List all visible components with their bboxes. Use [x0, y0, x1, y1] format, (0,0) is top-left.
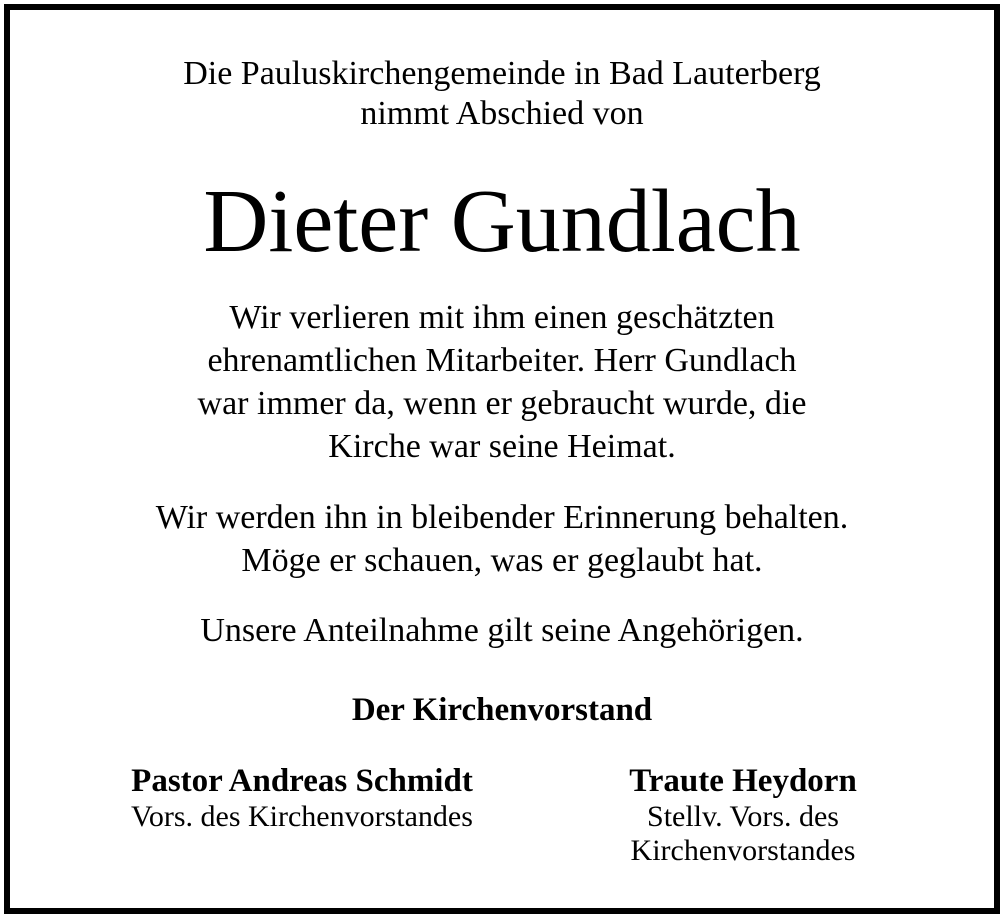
signature-right [578, 762, 908, 868]
intro-line-1: Die Pauluskirchengemeinde in Bad Lauterberg [183, 55, 821, 92]
signer-role-line-2: Kirchenvorstandes [630, 834, 856, 867]
signer-name: Traute Heydorn [629, 763, 857, 799]
deceased-name: Dieter Gundlach [203, 172, 801, 271]
intro-line-2: nimmt Abschied von [360, 95, 644, 132]
tribute-line: ehrenamtlichen Mitarbeiter. Herr Gundlach [207, 342, 797, 379]
obituary-notice [4, 4, 1000, 914]
board-title: Der Kirchenvorstand [351, 692, 653, 728]
memory-line: Möge er schauen, was er geglaubt hat. [241, 542, 763, 579]
memory-line: Wir werden ihn in bleibender Erinnerung behalten. [155, 499, 849, 536]
signature-left [82, 762, 522, 834]
condolence-line: Unsere Anteilnahme gilt seine Angehörigen. [200, 612, 804, 649]
signer-role-line-1: Stellv. Vors. des [647, 800, 839, 833]
tribute-line: war immer da, wenn er gebraucht wurde, die [197, 385, 807, 422]
tribute-line: Kirche war seine Heimat. [328, 428, 676, 465]
tribute-line: Wir verlieren mit ihm einen geschätzten [229, 299, 775, 336]
signer-role: Vors. des Kirchenvorstandes [131, 800, 473, 833]
signer-name: Pastor Andreas Schmidt [131, 763, 473, 799]
